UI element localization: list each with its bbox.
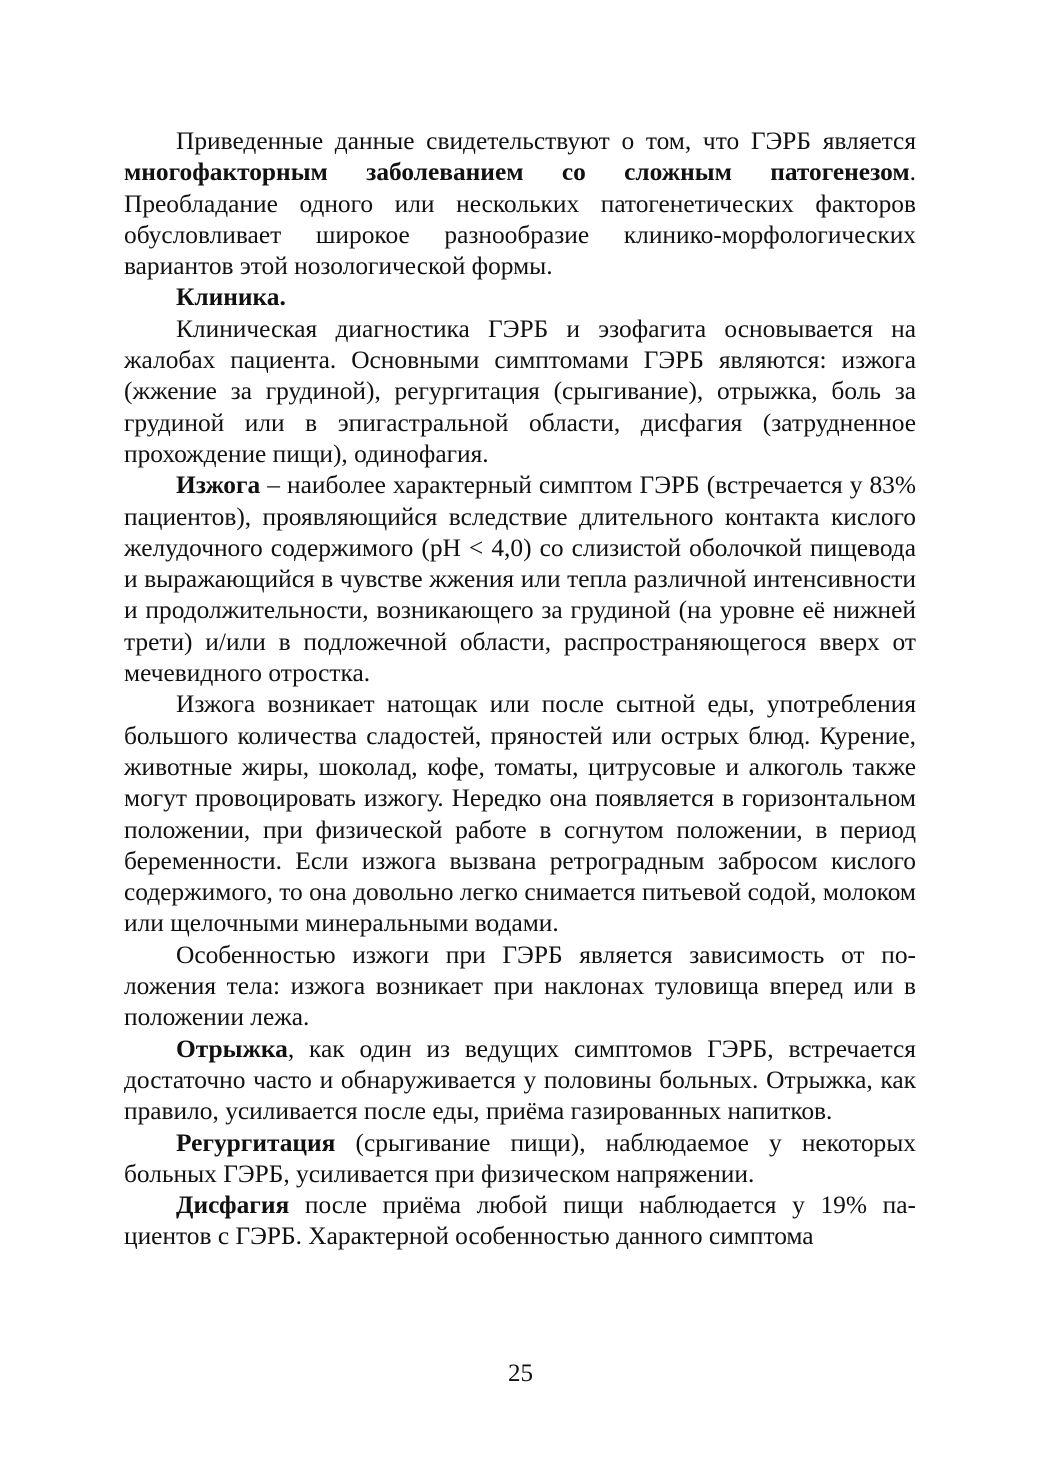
paragraph	[124, 1190, 916, 1253]
page-number: 25	[508, 1360, 533, 1387]
bold-term: Отрыжка	[176, 1034, 288, 1063]
paragraph	[124, 1128, 916, 1191]
page-text	[124, 126, 916, 1253]
text-run: – наиболее характерный симптом ГЭРБ (встречается у 83% пациентов), проявляющийся вследствие длительного контакта кислого желудочного содержимого (pH < 4,0) со слизистой оболочкой пищевода и выражающийся в чувстве жжения или тепла различной интенсивности и продолжительности, возникающего за грудиной (на уровне её нижней трети) и/или в подложечной области, распространяющегося вверх от мечевидного отростка.	[124, 471, 916, 688]
paragraph	[124, 940, 916, 1034]
paragraph	[124, 470, 916, 689]
bold-term: Клиника.	[176, 283, 286, 312]
paragraph	[124, 689, 916, 939]
text-run: Клиническая диагностика ГЭРБ и эзофагита основывается на жалобах пациента. Основными симптомами ГЭРБ являются: изжога (жжение за грудиной), регургитация (срыгивание), отрыжка, боль за грудиной или в эпигастральной области, дисфагия (затрудненное прохождение пищи), одинофагия.	[124, 314, 916, 468]
paragraph	[124, 1034, 916, 1128]
text-run: Особенностью изжоги при ГЭРБ является зависимость от положения тела: изжога возникает при наклонах туловища вперед или в положении лежа.	[124, 940, 916, 1032]
text-run: (срыгивание пищи), наблюдаемое у некоторых больных ГЭРБ, усиливается при физическом напряжении.	[124, 1128, 916, 1188]
section-heading	[124, 282, 916, 313]
paragraph	[124, 126, 916, 282]
text-run: . Преобладание одного или нескольких патогенетических факторов обусловливает широкое разнообразие клинико-морфологических вариантов этой нозологической формы.	[124, 158, 916, 281]
bold-term: Изжога	[176, 471, 261, 500]
text-run: Приведенные данные свидетельствуют о том, что ГЭРБ является	[176, 127, 916, 155]
text-run: после приёма любой пищи наблюдается у 19% пациентов с ГЭРБ. Характерной особенностью данного симптома	[124, 1191, 916, 1251]
bold-term: Регургитация	[176, 1128, 336, 1157]
bold-term: Дисфагия	[176, 1191, 290, 1220]
paragraph	[124, 314, 916, 470]
text-run: Изжога возникает натощак или после сытной еды, употребления большого количества сладостей, пряностей или острых блюд. Курение, животные жиры, шоколад, кофе, томаты, цитрусовые и алкоголь также могут провоцировать изжогу. Нередко она появляется в горизонтальном положении, при физической работе в согнутом положении, в период беременности. Если изжога вызвана ретроградным забросом кислого содержимого, то она довольно легко снимается питьевой содой, молоком или щелочными минеральными водами.	[124, 690, 916, 938]
text-run: , как один из ведущих симптомов ГЭРБ, встречается достаточно часто и обнаруживается у половины больных. Отрыжка, как правило, усиливается после еды, приёма газированных напитков.	[124, 1034, 916, 1126]
bold-term: многофакторным заболеванием со сложным патогенезом	[124, 158, 910, 187]
